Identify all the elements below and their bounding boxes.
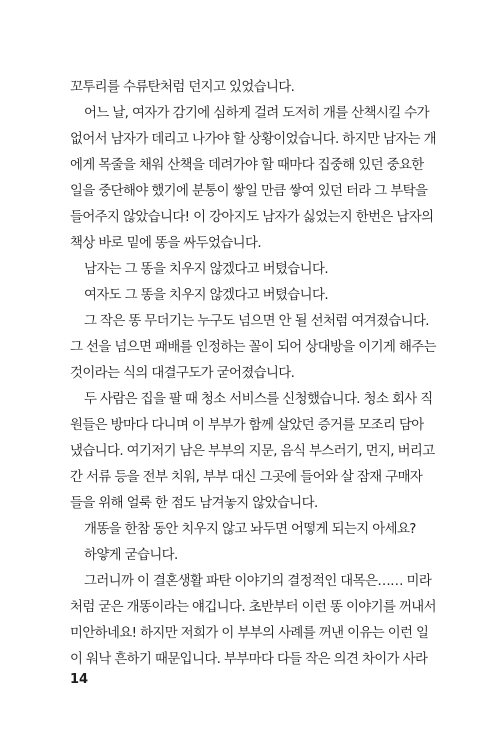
body-line: 개똥을 한참 동안 치우지 않고 놔두면 어떻게 되는지 아세요? — [84, 522, 416, 537]
body-line: 것이라는 식의 대결구도가 굳어졌습니다. — [70, 366, 295, 381]
body-line: 일을 중단해야 했기에 분통이 쌓일 만큼 쌓여 있던 터라 그 부탁을 — [70, 184, 428, 199]
body-line: 어느 날, 여자가 감기에 심하게 걸려 도저히 개를 산책시킬 수가 — [84, 106, 429, 121]
body-line: 여자도 그 똥을 치우지 않겠다고 버텼습니다. — [84, 288, 328, 303]
body-line: 이 워낙 흔하기 때문입니다. 부부마다 다들 작은 의견 차이가 사라 — [70, 652, 428, 667]
body-line: 들어주지 않았습니다! 이 강아지도 남자가 싫었는지 한번은 남자의 — [70, 210, 434, 225]
body-line: 원들은 방마다 다니며 이 부부가 함께 살았던 증거를 모조리 담아 — [70, 418, 424, 433]
body-line: 간 서류 등을 전부 치워, 부부 대신 그곳에 들어와 살 잠재 구매자 — [70, 470, 423, 485]
body-line: 두 사람은 집을 팔 때 청소 서비스를 신청했습니다. 청소 회사 직 — [84, 392, 433, 407]
body-line: 에게 목줄을 채워 산책을 데려가야 할 때마다 집중해 있던 중요한 — [70, 158, 424, 173]
body-line: 남자는 그 똥을 치우지 않겠다고 버텼습니다. — [84, 262, 328, 277]
body-line: 처럼 굳은 개똥이라는 얘깁니다. 초반부터 이런 똥 이야기를 꺼내서 — [70, 600, 436, 615]
body-line: 그 선을 넘으면 패배를 인정하는 꼴이 되어 상대방을 이기게 해주는 — [70, 340, 436, 355]
body-line: 하얗게 굳습니다. — [84, 548, 178, 563]
body-line: 냈습니다. 여기저기 남은 부부의 지문, 음식 부스러기, 먼지, 버리고 — [70, 444, 435, 459]
body-line: 그 작은 똥 무더기는 누구도 넘으면 안 될 선처럼 여겨졌습니다. — [84, 314, 429, 329]
page-number: 14 — [70, 672, 89, 687]
body-line: 없어서 남자가 데리고 나가야 할 상황이었습니다. 하지만 남자는 개 — [70, 132, 436, 147]
body-line: 꼬투리를 수류탄처럼 던지고 있었습니다. — [70, 80, 295, 95]
body-line: 책상 바로 밑에 똥을 싸두었습니다. — [70, 236, 261, 251]
body-line: 그러니까 이 결혼생활 파탄 이야기의 결정적인 대목은…… 미라 — [84, 574, 432, 589]
body-line: 들을 위해 얼룩 한 점도 남겨놓지 않았습니다. — [70, 496, 318, 511]
body-line: 미안하네요! 하지만 저희가 이 부부의 사례를 꺼낸 이유는 이런 일 — [70, 626, 429, 641]
